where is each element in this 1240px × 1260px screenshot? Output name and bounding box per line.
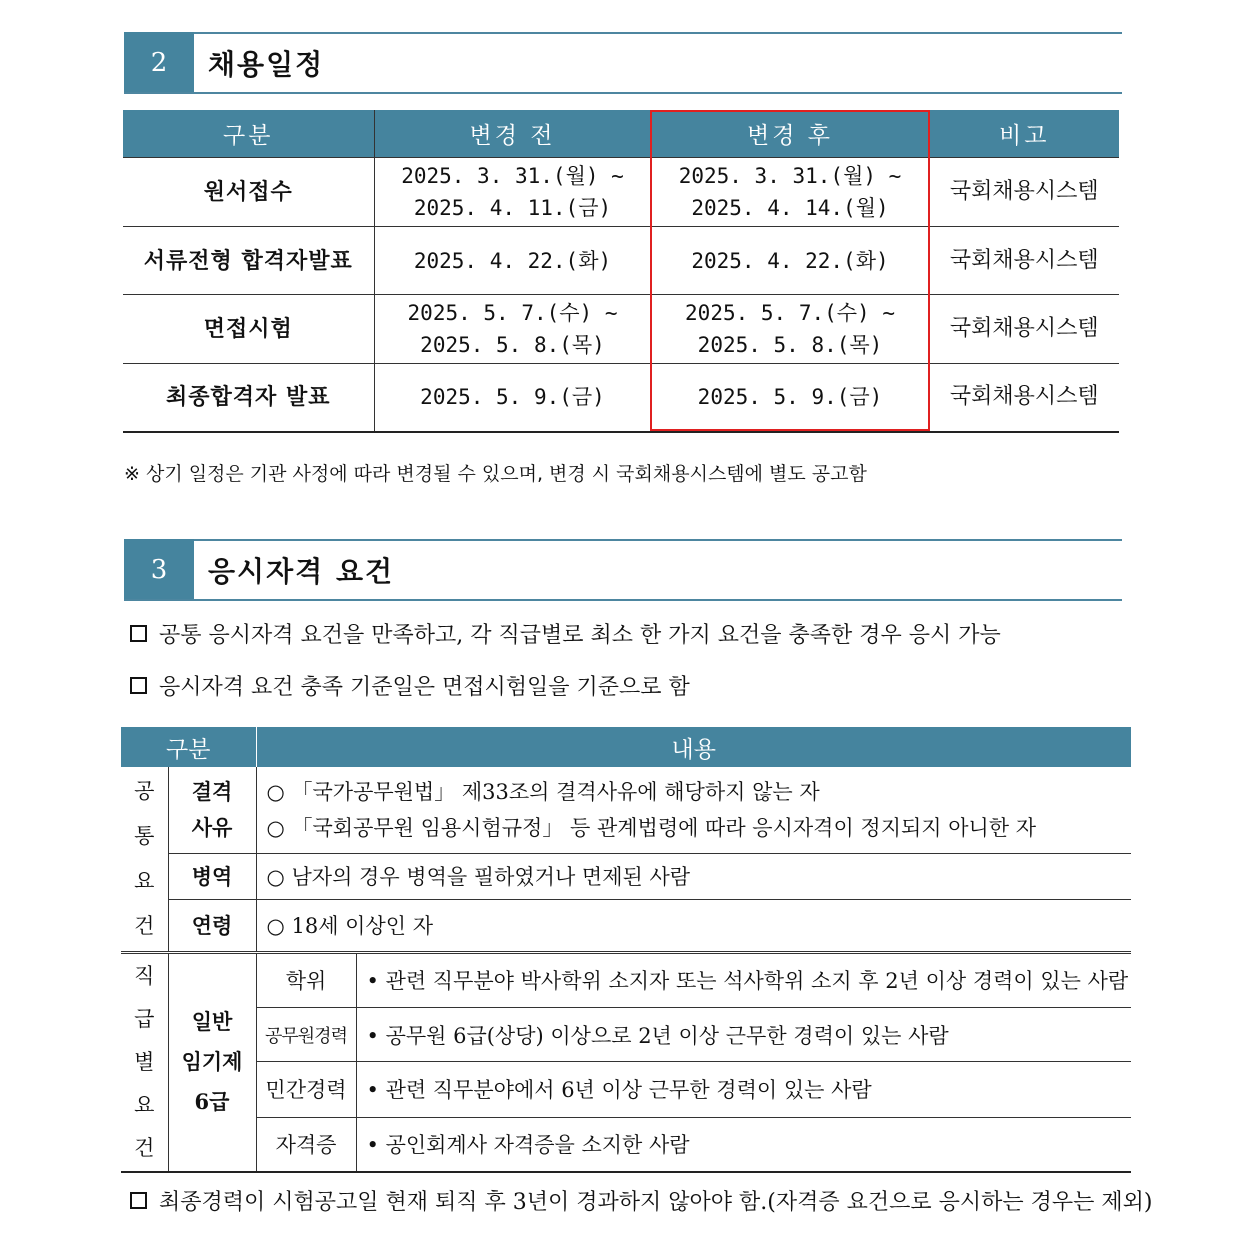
bullet-item: 응시자격 요건 충족 기준일은 면접시험일을 기준으로 함: [130, 670, 690, 701]
section-title: 채용일정: [208, 48, 325, 81]
header-category: 구분: [123, 110, 374, 158]
requirement-text: • 공인회계사 자격증을 소지한 사람: [356, 1117, 1131, 1171]
section-2-header: [124, 32, 1122, 94]
table-row: [123, 295, 1119, 364]
table-row: [121, 1007, 1131, 1061]
requirements-table: [121, 727, 1131, 1173]
header-after: 변경 후: [651, 110, 929, 158]
requirement-text: • 관련 직무분야 박사학위 소지자 또는 석사학위 소지 후 2년 이상 경력이 있는 사람: [356, 952, 1131, 1007]
row-note: 국회채용시스템: [929, 295, 1119, 364]
disqualification-content: ○ 「국가공무원법」 제33조의 결격사유에 해당하지 않는 자 ○ 「국회공무원 임용시험규정」 등 관계법령에 따라 응시자격이 정지되지 아니한 자: [256, 767, 1131, 853]
date-before: 2025. 5. 7.(수) ~ 2025. 5. 8.(목): [374, 295, 651, 364]
table-row: [121, 1117, 1131, 1171]
changed-column-highlight: [650, 110, 930, 431]
header-note: 비고: [929, 110, 1119, 158]
date-before: 2025. 5. 9.(금): [374, 364, 651, 432]
grade-label: 일반 임기제 6급: [168, 952, 256, 1172]
date-after: 2025. 5. 7.(수) ~ 2025. 5. 8.(목): [651, 295, 929, 364]
grade-requirements-label: 직 급 별 요 건: [121, 952, 168, 1172]
disqualification-label: 결격 사유: [168, 767, 256, 853]
header-content: 내용: [256, 727, 1131, 767]
requirement-type: 자격증: [256, 1117, 356, 1171]
date-before: 2025. 3. 31.(월) ~ 2025. 4. 11.(금): [374, 158, 651, 227]
table-row: [123, 364, 1119, 432]
header-before: 변경 전: [374, 110, 651, 158]
row-note: 국회채용시스템: [929, 364, 1119, 432]
schedule-footnote: ※ 상기 일정은 기관 사정에 따라 변경될 수 있으며, 변경 시 국회채용시스템에 별도 공고함: [124, 463, 867, 485]
requirement-type: 민간경력: [256, 1062, 356, 1117]
table-row: [121, 1062, 1131, 1117]
table-row: [121, 952, 1131, 1007]
bullet-item: 공통 응시자격 요건을 만족하고, 각 직급별로 최소 한 가지 요건을 충족한 경우 응시 가능: [130, 618, 1001, 649]
section-number: 3: [124, 539, 194, 601]
row-label: 원서접수: [123, 158, 374, 227]
date-after: 2025. 5. 9.(금): [651, 364, 929, 432]
row-label: 최종합격자 발표: [123, 364, 374, 432]
checkbox-square-icon: [130, 625, 147, 642]
row-note: 국회채용시스템: [929, 158, 1119, 227]
table-row: [121, 853, 1131, 899]
common-requirements-label: 공 통 요 건: [121, 767, 168, 952]
section-number: 2: [124, 32, 194, 94]
age-label: 연령: [168, 899, 256, 952]
header-category: 구분: [121, 727, 256, 767]
row-label: 면접시험: [123, 295, 374, 364]
section-3-header: [124, 539, 1122, 601]
table-row: [121, 899, 1131, 952]
checkbox-square-icon: [130, 1192, 147, 1209]
final-note: 최종경력이 시험공고일 현재 퇴직 후 3년이 경과하지 않아야 함.(자격증 요건으로 응시하는 경우는 제외): [130, 1185, 1152, 1216]
schedule-table: [123, 110, 1119, 433]
table-row: [123, 158, 1119, 227]
row-note: 국회채용시스템: [929, 227, 1119, 295]
table-row: [123, 227, 1119, 295]
row-label: 서류전형 합격자발표: [123, 227, 374, 295]
date-after: 2025. 4. 22.(화): [651, 227, 929, 295]
military-content: ○ 남자의 경우 병역을 필하였거나 면제된 사람: [256, 853, 1131, 899]
requirement-text: • 공무원 6급(상당) 이상으로 2년 이상 근무한 경력이 있는 사람: [356, 1007, 1131, 1061]
military-label: 병역: [168, 853, 256, 899]
date-after: 2025. 3. 31.(월) ~ 2025. 4. 14.(월): [651, 158, 929, 227]
date-before: 2025. 4. 22.(화): [374, 227, 651, 295]
requirement-type: 공무원경력: [256, 1007, 356, 1061]
table-row: [121, 767, 1131, 853]
requirement-text: • 관련 직무분야에서 6년 이상 근무한 경력이 있는 사람: [356, 1062, 1131, 1117]
checkbox-square-icon: [130, 677, 147, 694]
requirement-type: 학위: [256, 952, 356, 1007]
age-content: ○ 18세 이상인 자: [256, 899, 1131, 952]
section-title: 응시자격 요건: [208, 555, 395, 588]
